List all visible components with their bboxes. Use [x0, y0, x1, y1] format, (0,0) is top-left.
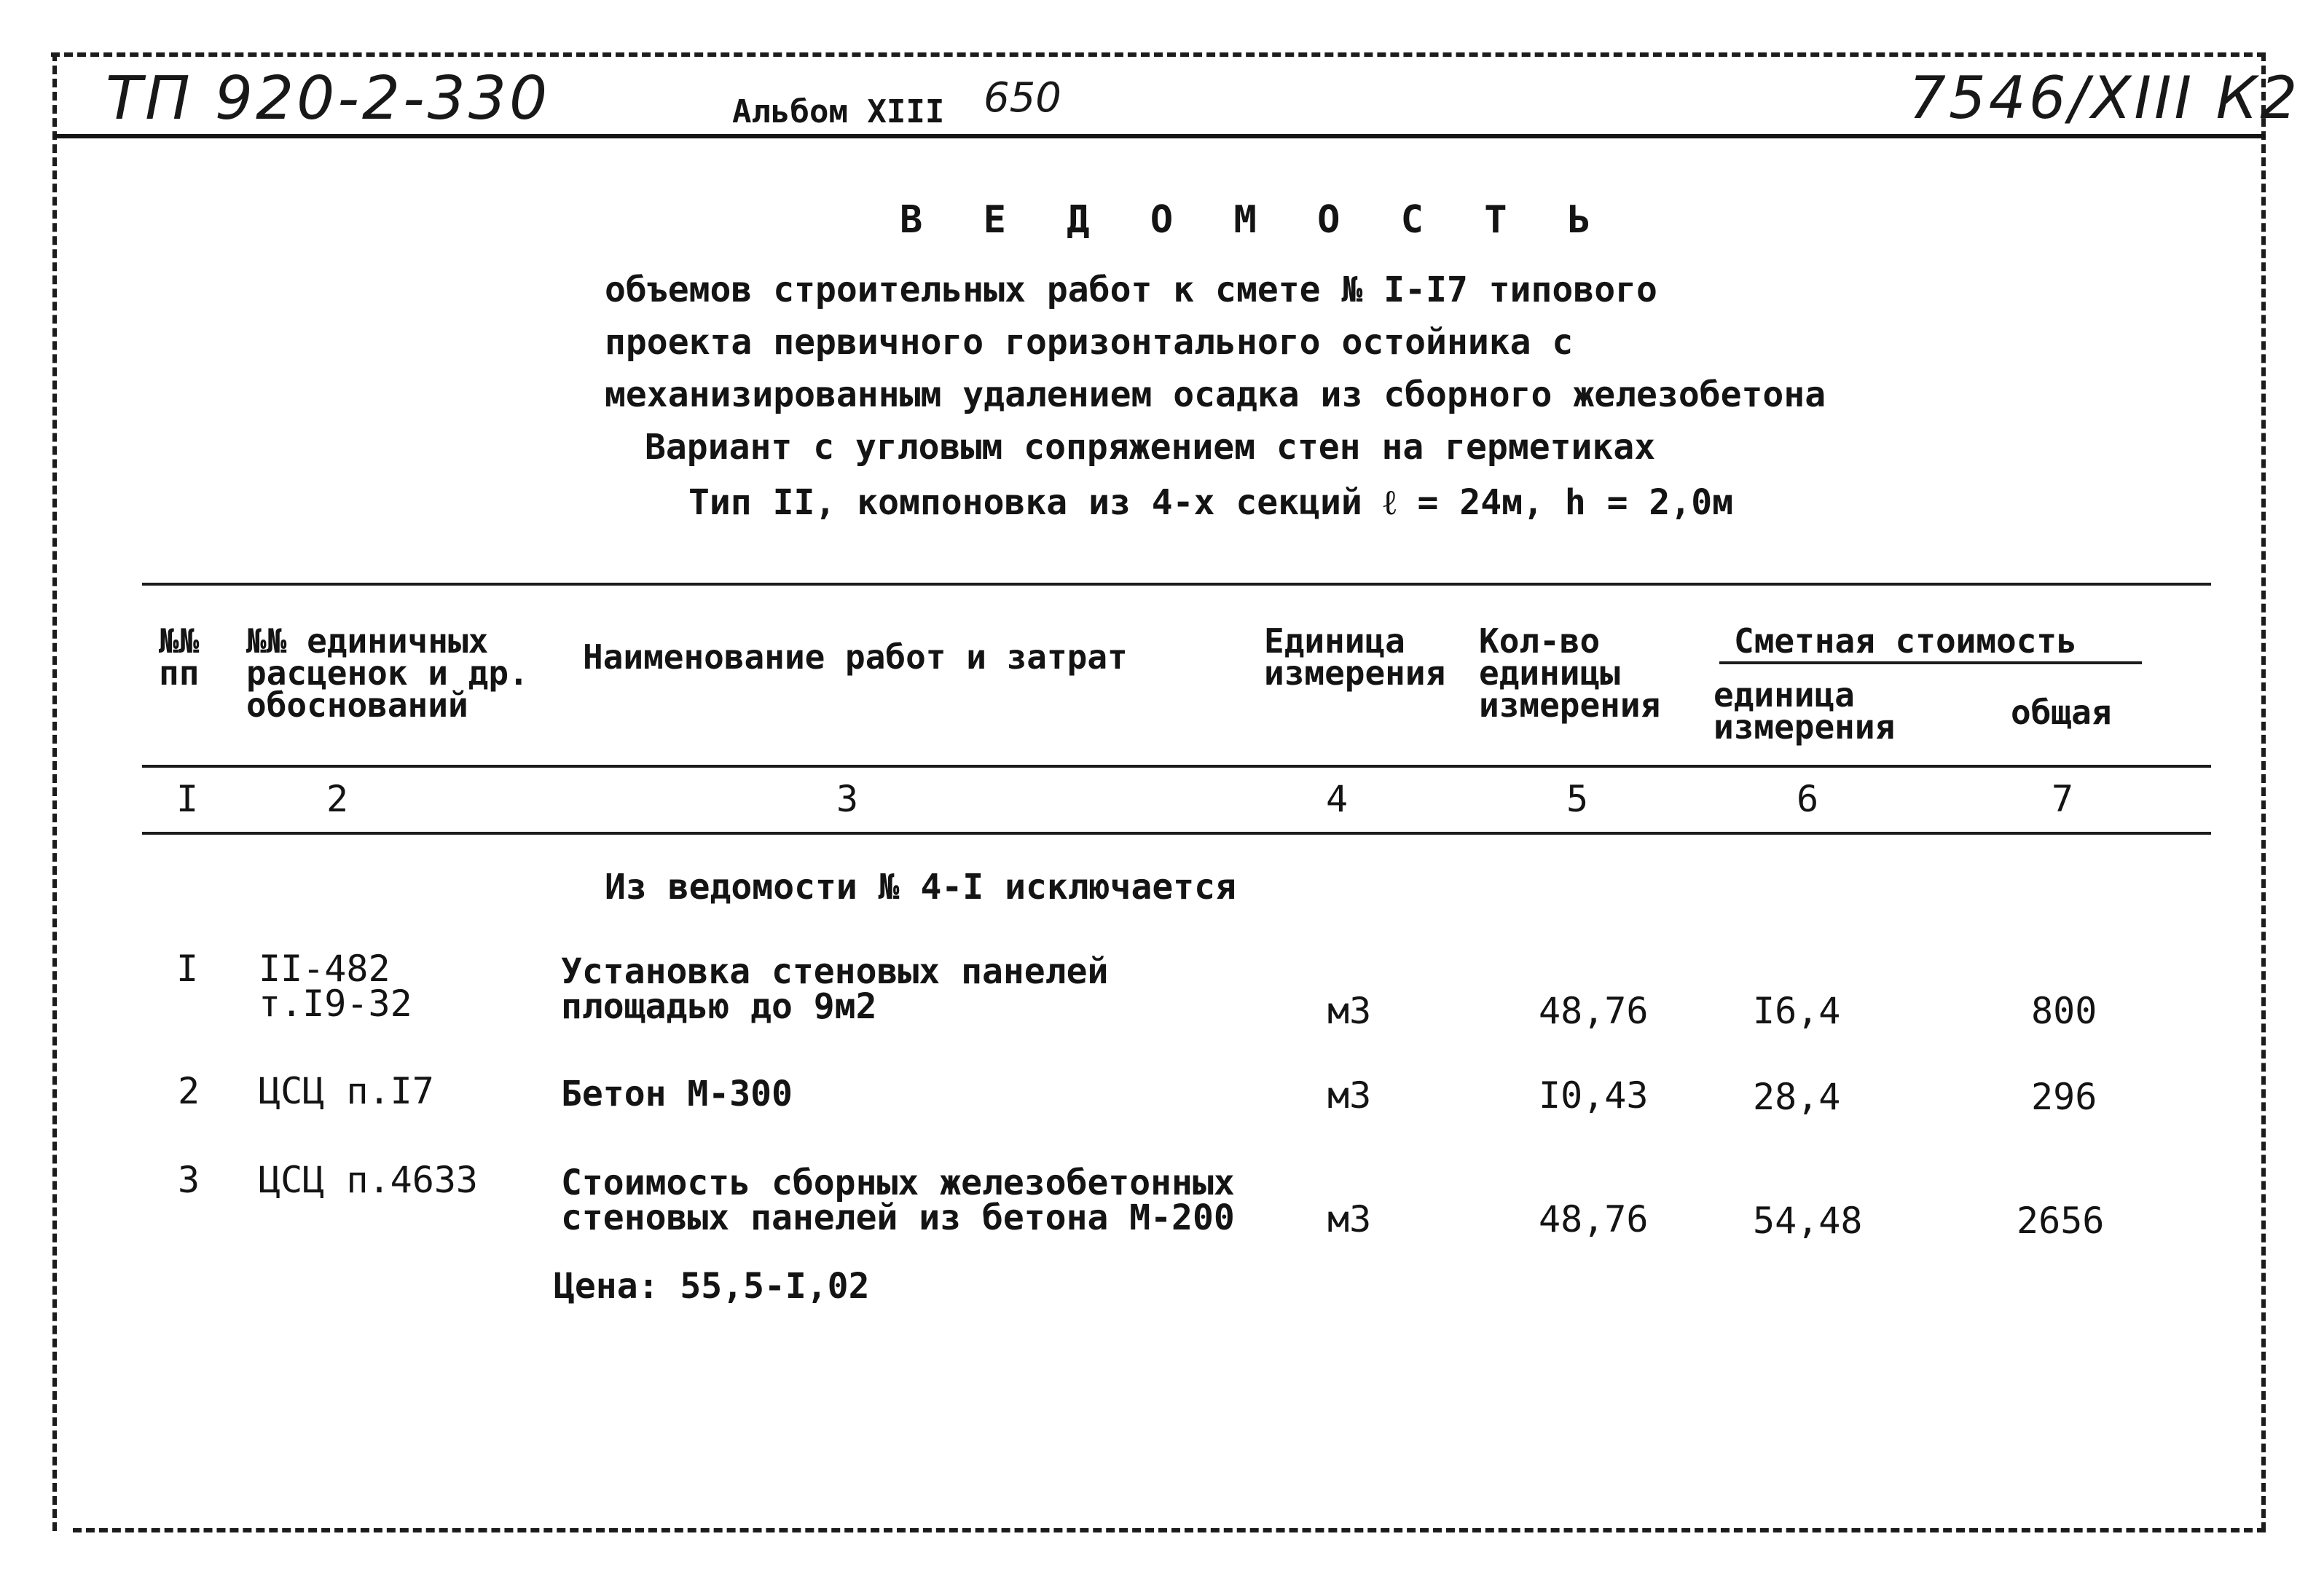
header-cost-group: Сметная стоимость — [1734, 621, 2077, 661]
document-title: В Е Д О М О С Т Ь — [900, 198, 1610, 242]
row-total: 296 — [2031, 1076, 2097, 1118]
cost-group-underline — [1719, 661, 2142, 664]
subtitle-line: Вариант с угловым сопряжением стен на герметиках — [645, 427, 1656, 468]
row-unit: м3 — [1327, 1198, 1372, 1240]
subtitle-line: механизированным удалением осадка из сборного железобетона — [605, 374, 1826, 415]
section-title: Из ведомости № 4-I исключается — [605, 867, 1236, 908]
album-label: Альбом XIII — [732, 93, 945, 130]
column-number: 4 — [1326, 778, 1349, 820]
row-unit: м3 — [1327, 1074, 1372, 1117]
row-unit-cost: 54,48 — [1753, 1200, 1863, 1242]
row-number: I — [176, 948, 199, 990]
row-quantity: 48,76 — [1539, 990, 1649, 1032]
frame-border-bottom — [73, 1528, 2266, 1532]
subtitle-line: Тип II, компоновка из 4-х секций ℓ = 24м, h = 2,0м — [688, 482, 1734, 523]
column-number: 2 — [326, 778, 349, 820]
column-number: 6 — [1797, 778, 1819, 820]
album-number: 650 — [984, 74, 1061, 122]
row-unit-cost: 28,4 — [1753, 1076, 1841, 1118]
row-name: Стоимость сборных железобетонных стеновых панелей из бетона М-200 — [561, 1162, 1235, 1238]
row-name: Установка стеновых панелей площадью до 9м2 — [561, 951, 1109, 1027]
sheet-code: 7546/XIII К2 — [1909, 64, 2301, 132]
row-name: Бетон М-300 — [561, 1074, 793, 1114]
header-col1: №№ пп — [159, 621, 200, 693]
subtitle-line: проекта первичного горизонтального остойника с — [605, 322, 1574, 363]
header-col7: общая — [2011, 693, 2112, 732]
row-quantity: I0,43 — [1539, 1074, 1649, 1117]
table-header-rule — [142, 765, 2211, 768]
row-total: 800 — [2031, 990, 2097, 1032]
table-numbers-rule — [142, 832, 2211, 835]
header-col2: №№ единичных расценок и др. обоснований — [246, 621, 529, 725]
column-number: I — [176, 778, 199, 820]
row-number: 2 — [178, 1070, 200, 1112]
row-unit-cost: I6,4 — [1753, 990, 1841, 1032]
row-number: 3 — [178, 1159, 200, 1201]
column-number: 5 — [1566, 778, 1589, 820]
subtitle-line: объемов строительных работ к смете № I-I7 типового — [605, 269, 1657, 310]
row-code: II-482 т.I9-32 — [259, 948, 412, 1025]
row-code: ЦСЦ п.4633 — [259, 1159, 479, 1201]
frame-border-right — [2261, 52, 2266, 1531]
header-divider — [52, 134, 2266, 138]
row-quantity: 48,76 — [1539, 1198, 1649, 1240]
header-col4: Единица измерения — [1264, 621, 1446, 693]
column-number: 3 — [836, 778, 859, 820]
table-top-rule — [142, 583, 2211, 586]
header-col3: Наименование работ и затрат — [583, 637, 1128, 677]
frame-border-left — [52, 52, 57, 1531]
row-code: ЦСЦ п.I7 — [259, 1070, 434, 1112]
column-number: 7 — [2052, 778, 2074, 820]
row-total: 2656 — [2017, 1200, 2105, 1242]
frame-border-top — [51, 52, 2266, 57]
price-note: Цена: 55,5-I,02 — [554, 1266, 870, 1307]
header-col6: единица измерения — [1713, 675, 1896, 747]
row-unit: м3 — [1327, 990, 1372, 1032]
document-code: ТП 920-2-330 — [106, 64, 551, 133]
header-col5: Кол-во единицы измерения — [1479, 621, 1661, 725]
